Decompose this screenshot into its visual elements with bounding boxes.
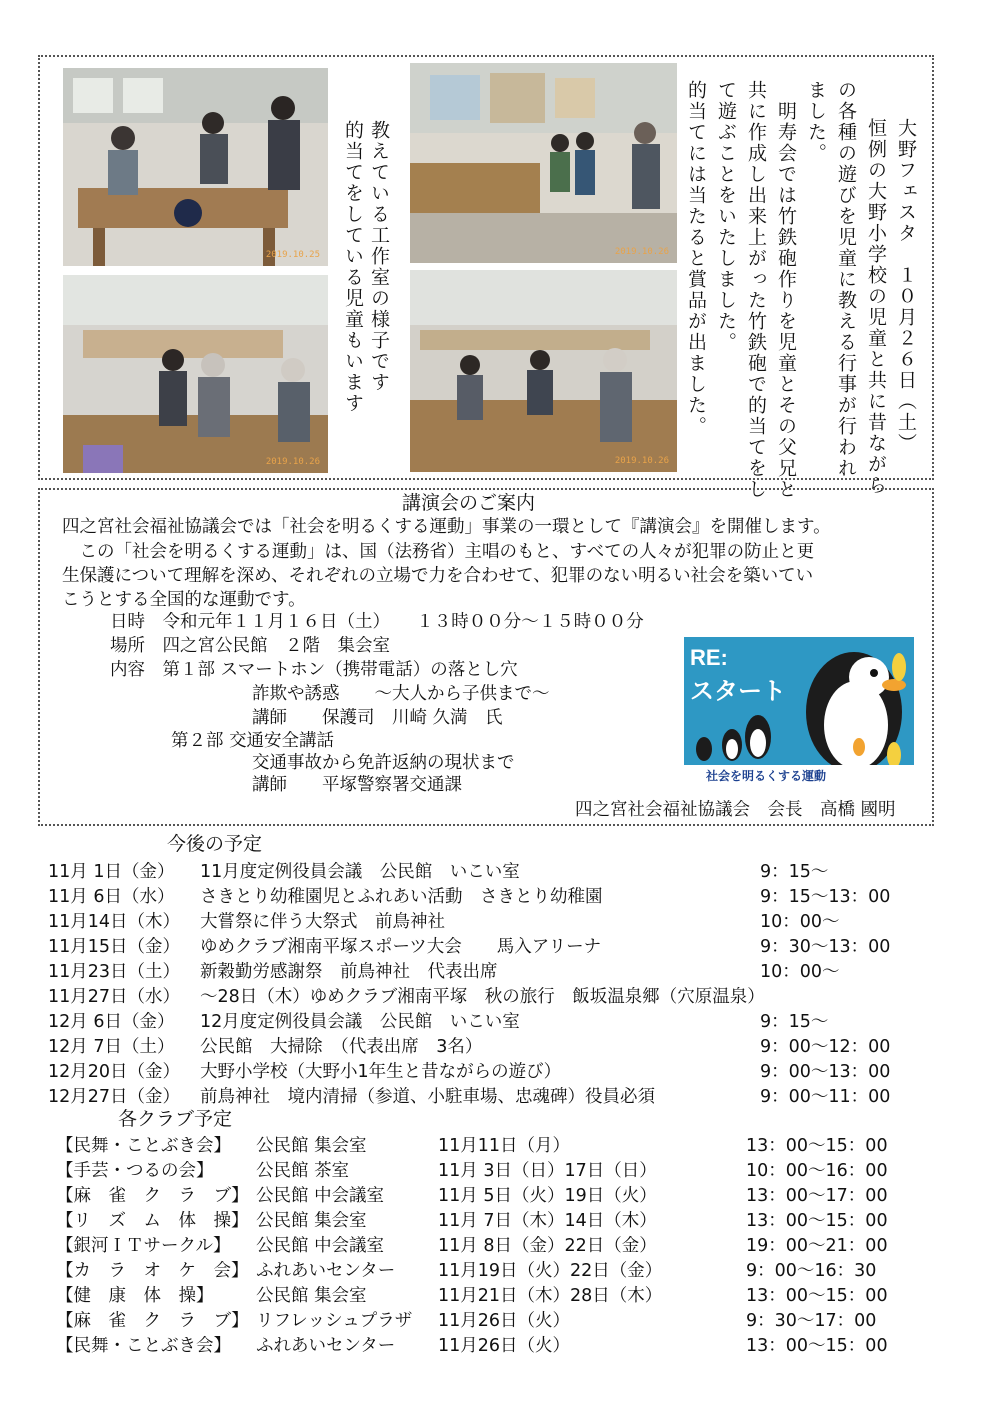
schedule-row bbox=[48, 1010, 928, 1034]
club-time: 19：00～21：00 bbox=[746, 1236, 888, 1256]
lecture-para-line: 生保護について理解を深め、それぞれの立場で力を合わせて、犯罪のない明るい社会を築いてい bbox=[62, 566, 814, 586]
schedule-description: さきとり幼稚園児とふれあい活動 さきとり幼稚園 bbox=[200, 887, 603, 907]
schedule-date: 12月27日（金） bbox=[48, 1087, 181, 1107]
schedule-date: 11月 6日（水） bbox=[48, 887, 175, 907]
lecture-para-line: この「社会を明るくする運動」は、国（法務省）主唱のもと、すべての人々が犯罪の防止と更 bbox=[62, 542, 815, 562]
club-name: 【カ ラ オ ケ 会】 bbox=[56, 1261, 249, 1281]
club-name: 【民舞・ことぶき会】 bbox=[56, 1336, 231, 1356]
club-place: 公民館 茶室 bbox=[256, 1161, 350, 1181]
photo-date-stamp: 2019.10.26 bbox=[265, 457, 320, 467]
club-dates: 11月21日（木）28日（木） bbox=[438, 1286, 663, 1306]
poster-headline-1: RE: bbox=[690, 645, 728, 670]
schedule-date: 12月 7日（土） bbox=[48, 1037, 175, 1057]
clubs-title: 各クラブ予定 bbox=[118, 1108, 233, 1130]
schedule-row bbox=[48, 1085, 928, 1109]
club-place: 公民館 集会室 bbox=[256, 1286, 367, 1306]
club-row bbox=[56, 1134, 936, 1158]
photo-date-stamp: 2019.10.26 bbox=[614, 247, 669, 257]
club-time: 9：00～16：30 bbox=[746, 1261, 877, 1281]
club-name: 【銀河ＩＴサークル】 bbox=[56, 1236, 231, 1256]
club-row bbox=[56, 1309, 936, 1333]
schedule-time: 9：15～ bbox=[760, 862, 829, 882]
lecture-speaker-2: 講師 平塚警察署交通課 bbox=[252, 775, 462, 795]
workshop-photo-2 bbox=[410, 63, 677, 263]
club-place: リフレッシュプラザ bbox=[256, 1311, 413, 1331]
schedule-date: 11月15日（金） bbox=[48, 937, 181, 957]
club-row bbox=[56, 1284, 936, 1308]
club-name: 【麻 雀 ク ラ ブ】 bbox=[56, 1186, 249, 1206]
club-name: 【民舞・ことぶき会】 bbox=[56, 1136, 231, 1156]
photo-date-stamp: 2019.10.26 bbox=[614, 456, 669, 466]
lecture-title: 講演会のご案内 bbox=[402, 492, 536, 514]
club-dates: 11月 3日（日）17日（日） bbox=[438, 1161, 657, 1181]
club-dates: 11月 5日（火）19日（火） bbox=[438, 1186, 657, 1206]
club-row bbox=[56, 1334, 936, 1358]
fest-text-line: 的当てには当たると賞品が出ました。 bbox=[685, 80, 707, 437]
club-dates: 11月26日（火） bbox=[438, 1311, 571, 1331]
club-time: 13：00～15：00 bbox=[746, 1286, 888, 1306]
schedule-description: 新穀勤労感謝祭 前鳥神社 代表出席 bbox=[200, 962, 498, 982]
club-name: 【リ ズ ム 体 操】 bbox=[56, 1211, 249, 1231]
schedule-date: 12月 6日（金） bbox=[48, 1012, 175, 1032]
schedule-description: 前鳥神社 境内清掃（参道、小駐車場、忠魂碑）役員必須 bbox=[200, 1087, 655, 1107]
workshop-photo-4-image bbox=[410, 270, 677, 472]
schedule-description: 大嘗祭に伴う大祭式 前鳥神社 bbox=[200, 912, 445, 932]
club-place: 公民館 集会室 bbox=[256, 1136, 367, 1156]
club-row bbox=[56, 1259, 936, 1283]
lecture-para-line: こうとする全国的な運動です。 bbox=[62, 590, 306, 610]
club-place: 公民館 中会議室 bbox=[256, 1186, 385, 1206]
schedule-row bbox=[48, 960, 928, 984]
schedule-row bbox=[48, 860, 928, 884]
lecture-content-sub: 詐欺や誘惑 ～大人から子供まで～ bbox=[252, 684, 550, 704]
penguin-icon bbox=[684, 637, 914, 785]
campaign-poster bbox=[684, 637, 914, 785]
fest-text-line: ました。 bbox=[805, 80, 827, 164]
workshop-photo-3-image bbox=[63, 275, 328, 473]
club-place: ふれあいセンター bbox=[256, 1336, 396, 1356]
lecture-speaker-1: 講師 保護司 川崎 久満 氏 bbox=[252, 708, 503, 728]
schedule-time: 9：00～11：00 bbox=[760, 1087, 891, 1107]
schedule-description: 大野小学校（大野小1年生と昔ながらの遊び） bbox=[200, 1062, 562, 1082]
club-time: 10：00～16：00 bbox=[746, 1161, 888, 1181]
schedule-date: 11月27日（水） bbox=[48, 987, 181, 1007]
club-time: 13：00～15：00 bbox=[746, 1211, 888, 1231]
club-dates: 11月19日（火）22日（金） bbox=[438, 1261, 663, 1281]
lecture-datetime: 日時 令和元年１１月１６日（土） １３時００分～１５時００分 bbox=[110, 612, 644, 632]
club-name: 【手芸・つるの会】 bbox=[56, 1161, 214, 1181]
fest-text-line: の各種の遊びを児童に教える行事が行われ bbox=[835, 80, 857, 479]
lecture-content: 内容 第１部 スマートホン（携帯電話）の落とし穴 bbox=[110, 660, 518, 680]
fest-text-line: 恒例の大野小学校の児童と共に昔ながら bbox=[865, 118, 887, 496]
schedule-row bbox=[48, 910, 928, 934]
workshop-photo-4 bbox=[410, 270, 677, 472]
lecture-signature: 四之宮社会福祉協議会 会長 高橋 國明 bbox=[575, 800, 896, 820]
club-place: 公民館 中会議室 bbox=[256, 1236, 385, 1256]
schedule-row bbox=[48, 1035, 928, 1059]
club-dates: 11月 8日（金）22日（金） bbox=[438, 1236, 657, 1256]
photo-caption-line-2: 的当てをしている児童もいます bbox=[342, 120, 364, 414]
club-row bbox=[56, 1209, 936, 1233]
schedule-date: 11月14日（木） bbox=[48, 912, 181, 932]
photo-date-stamp: 2019.10.25 bbox=[265, 250, 320, 260]
schedule-description: 12月度定例役員会議 公民館 いこい室 bbox=[200, 1012, 520, 1032]
schedule-time: 9：00～13：00 bbox=[760, 1062, 891, 1082]
workshop-photo-2-image bbox=[410, 63, 677, 263]
schedule-time: 9：00～12：00 bbox=[760, 1037, 891, 1057]
club-row bbox=[56, 1184, 936, 1208]
schedule-time: 9：15～ bbox=[760, 1012, 829, 1032]
schedule-description: 11月度定例役員会議 公民館 いこい室 bbox=[200, 862, 520, 882]
club-row bbox=[56, 1159, 936, 1183]
schedule-row bbox=[48, 935, 928, 959]
lecture-intro: 四之宮社会福祉協議会では「社会を明るくする運動」事業の一環として『講演会』を開催します。 bbox=[62, 517, 831, 537]
schedule-row bbox=[48, 1060, 928, 1084]
schedule-time: 9：30～13：00 bbox=[760, 937, 891, 957]
schedule-row bbox=[48, 885, 928, 909]
club-time: 13：00～15：00 bbox=[746, 1336, 888, 1356]
schedule-time: 10：00～ bbox=[760, 912, 840, 932]
club-name: 【健 康 体 操】 bbox=[56, 1286, 214, 1306]
schedule-date: 11月 1日（金） bbox=[48, 862, 175, 882]
lecture-part-2-sub: 交通事故から免許返納の現状まで bbox=[252, 753, 515, 773]
schedule-description: ～28日（木）ゆめクラブ湘南平塚 秋の旅行 飯坂温泉郷（穴原温泉） bbox=[200, 987, 765, 1007]
club-time: 9：30～17：00 bbox=[746, 1311, 877, 1331]
fest-text-line: 共に作成し出来上がった竹鉄砲で的当てをし bbox=[745, 80, 767, 500]
workshop-photo-3 bbox=[63, 275, 328, 473]
club-dates: 11月 7日（木）14日（木） bbox=[438, 1211, 657, 1231]
workshop-photo-1 bbox=[63, 68, 328, 266]
club-place: 公民館 集会室 bbox=[256, 1211, 367, 1231]
photo-caption-line-1: 教えている工作室の様子です bbox=[368, 120, 390, 393]
schedule-time: 10：00～ bbox=[760, 962, 840, 982]
lecture-venue: 場所 四之宮公民館 ２階 集会室 bbox=[110, 636, 390, 656]
lecture-part-2: 第２部 交通安全講話 bbox=[171, 731, 335, 751]
club-place: ふれあいセンター bbox=[256, 1261, 396, 1281]
schedule-date: 12月20日（金） bbox=[48, 1062, 181, 1082]
poster-headline-2: スタート bbox=[690, 677, 786, 705]
poster-footer: 社会を明るくする運動 bbox=[706, 769, 827, 783]
schedule-description: ゆめクラブ湘南平塚スポーツ大会 馬入アリーナ bbox=[200, 937, 602, 957]
club-row bbox=[56, 1234, 936, 1258]
schedule-date: 11月23日（土） bbox=[48, 962, 181, 982]
club-time: 13：00～17：00 bbox=[746, 1186, 888, 1206]
schedule-time: 9：15～13：00 bbox=[760, 887, 891, 907]
schedule-row bbox=[48, 985, 928, 1009]
workshop-photo-1-image bbox=[63, 68, 328, 266]
club-dates: 11月26日（火） bbox=[438, 1336, 571, 1356]
club-time: 13：00～15：00 bbox=[746, 1136, 888, 1156]
club-dates: 11月11日（月） bbox=[438, 1136, 571, 1156]
fest-text-line: 明寿会では竹鉄砲作りを児童とその父兄と bbox=[775, 80, 797, 500]
schedule-title: 今後の予定 bbox=[167, 833, 263, 855]
schedule-description: 公民館 大掃除 （代表出席 3名） bbox=[200, 1037, 483, 1057]
fest-text-line: て遊ぶことをいたしました。 bbox=[715, 80, 737, 353]
fest-heading: 大野フェスタ １０月２６日（土） bbox=[895, 118, 917, 454]
club-name: 【麻 雀 ク ラ ブ】 bbox=[56, 1311, 249, 1331]
